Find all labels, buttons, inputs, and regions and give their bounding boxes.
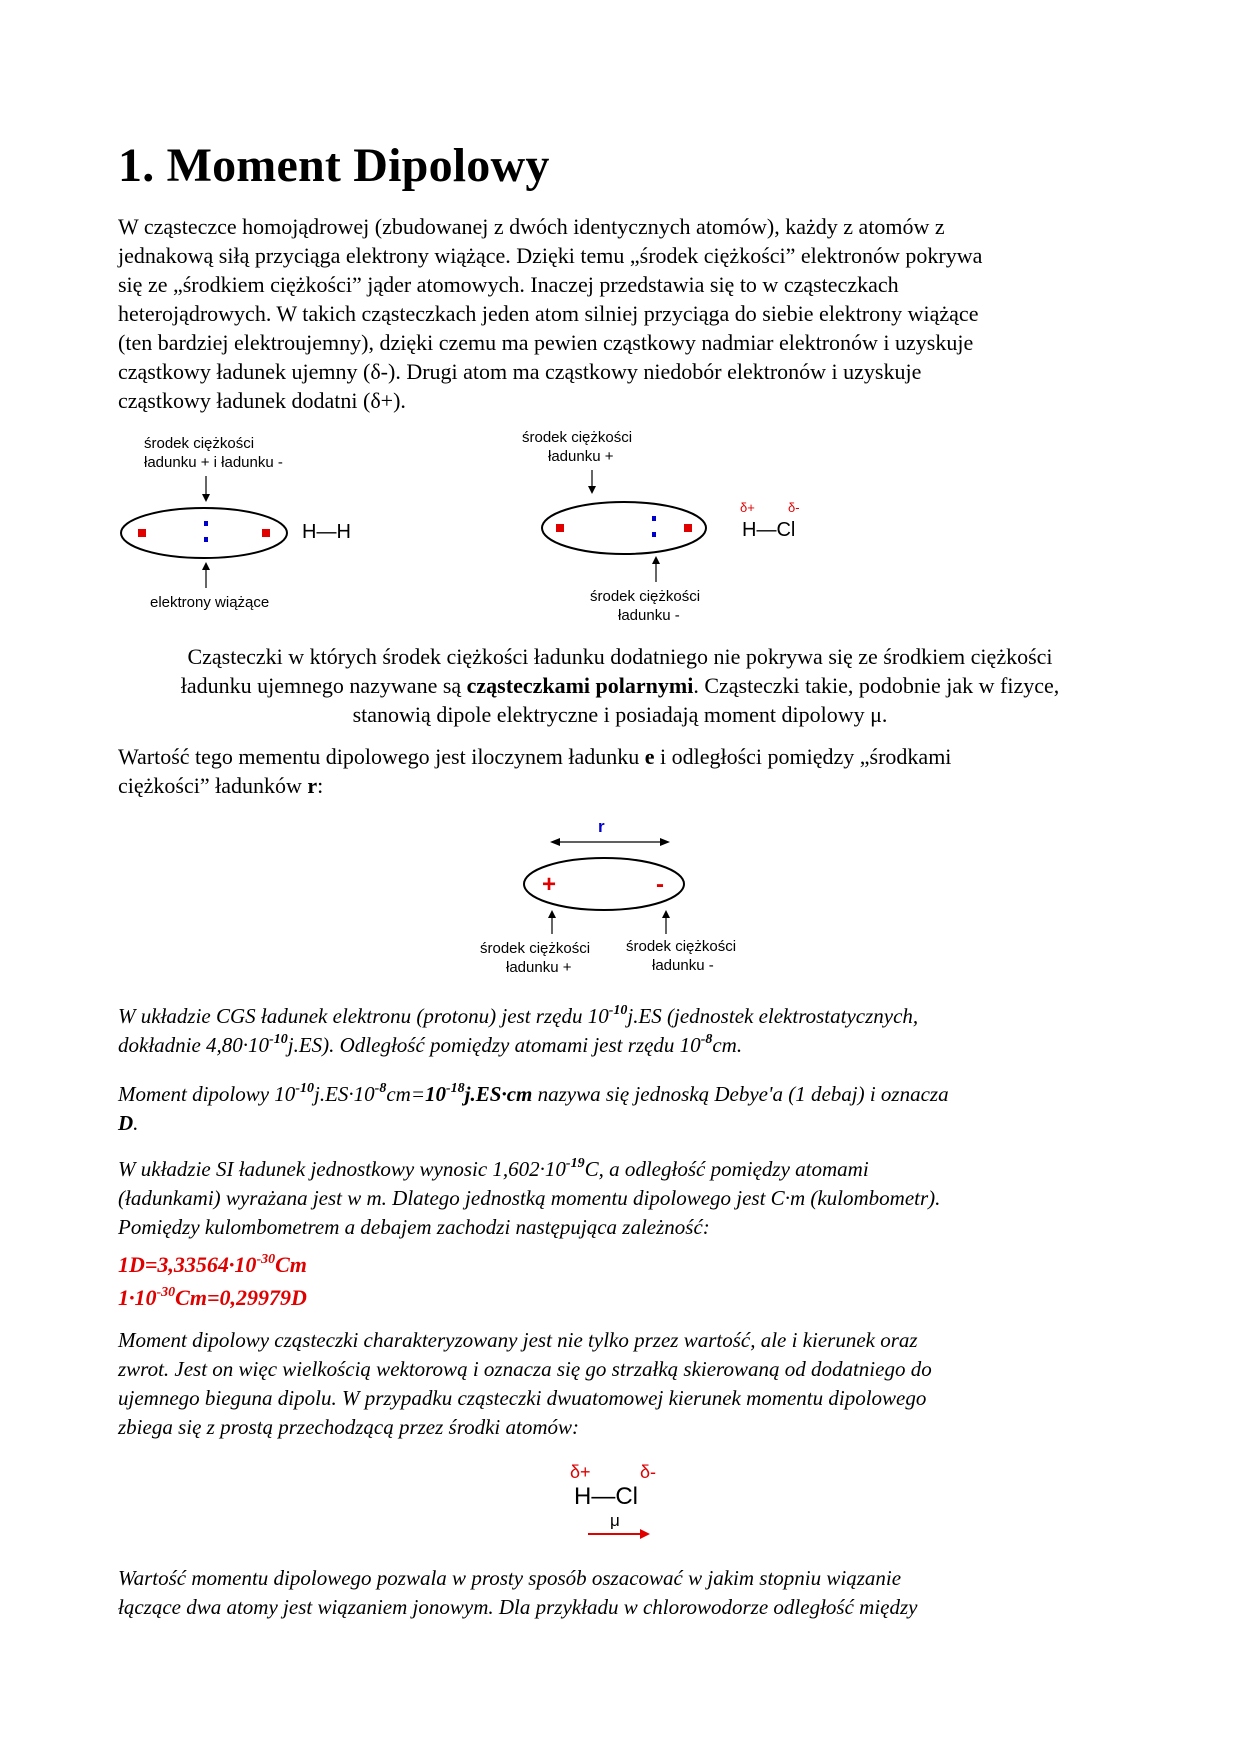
exponent: -8 [374,1081,387,1096]
diagram1-bottom-arrowhead [202,562,210,570]
cgs-text: cm. [712,1033,743,1057]
polar-molecules-paragraph [118,642,1122,729]
polar-line-2b: . Cząsteczki takie, podobnie jak w fizyce, [693,673,1060,698]
diagram3-r-label: r [598,817,605,836]
dipole-vector-diagram [570,1462,656,1539]
diagram3-right-label-2: ładunku - [652,957,714,974]
diagram1-top-label-1: środek ciężkości [144,435,255,452]
vector-line: zwrot. Jest on więc wielkością wektorową i oznacza się go strzałką skierowaną od dodatniego do [118,1357,932,1381]
exponent: -10 [295,1081,314,1096]
exponent: -10 [269,1032,288,1047]
diagram1-ellipse [121,508,287,558]
si-text: W układzie SI ładunek jednostkowy wynosic 1,602·10 [118,1157,566,1181]
diagram4-formula: H—Cl [574,1483,638,1510]
diagram3-left-label-1: środek ciężkości [480,940,591,957]
diagram4-delta-plus: δ+ [570,1462,591,1482]
debye-text: . [133,1111,139,1135]
intro-line: cząstkowy ładunek dodatni (δ+). [118,388,406,413]
vector-line: zbiega się z prostą przechodzącą przez środki atomów: [118,1415,580,1439]
ionic-line: łączące dwa atomy jest wiązaniem jonowym. Dla przykładu w chlorowodorze odległość między [118,1595,918,1619]
diagram4-mu: μ [610,1511,620,1530]
equation-text: 1·10 [118,1285,157,1310]
value-text: Wartość tego mementu dipolowego jest iloczynem ładunku [118,744,645,769]
intro-line: cząstkowy ładunek ujemny (δ-). Drugi atom ma cząstkowy niedobór elektronów i uzyskuje [118,359,922,384]
diagram2-bottom-label-2: ładunku - [618,607,680,624]
diagram2-top-arrowhead [588,486,596,494]
homonuclear-diagram [121,435,351,611]
debye-text: nazywa się jednoską Debye'a (1 debaj) i oznacza [532,1082,949,1106]
diagram3-minus: - [656,871,664,898]
diagram2-electron-dot [652,516,656,521]
distance-symbol: r [307,773,318,798]
diagram1-nucleus-right [262,529,270,537]
page-title: 1. Moment Dipolowy [118,139,550,192]
exponent: -30 [256,1252,276,1267]
diagram2-bottom-label-1: środek ciężkości [590,588,701,605]
value-text: ciężkości” ładunków [118,773,308,798]
diagram2-nucleus-left [556,524,564,532]
equation-text: 1D=3,33564·10 [118,1252,257,1277]
polar-line-1: Cząsteczki w których środek ciężkości ładunku dodatniego nie pokrywa się ze środkiem ciężkości [187,644,1053,669]
diagram3-right-arrowhead [662,910,670,918]
diagram1-formula: H—H [302,521,351,543]
diagram2-ellipse [542,502,706,554]
diagram1-bottom-label: elektrony wiążące [150,594,270,611]
diagram2-nucleus-right [684,524,692,532]
si-text: C, a odległość pomiędzy atomami [584,1157,869,1181]
diagram4-delta-minus: δ- [640,1462,657,1482]
debye-bold: 10 [425,1082,446,1106]
equation-text: Cm=0,29979D [175,1285,307,1310]
exponent: -18 [446,1081,465,1096]
diagram2-formula: H—Cl [742,519,796,541]
diagram2-bottom-arrowhead [652,556,660,564]
exponent: -19 [565,1156,585,1171]
polar-term: cząsteczkami polarnymi [466,673,694,698]
ionic-line: Wartość momentu dipolowego pozwala w prosty sposób oszacować w jakim stopniu wiązanie [118,1566,902,1590]
cgs-text: j.ES (jednostek elektrostatycznych, [627,1004,919,1028]
diagram3-ellipse [524,858,684,910]
si-text: Pomiędzy kulombometrem a debajem zachodzi następująca zależność: [118,1215,710,1239]
diagram1-top-arrowhead [202,494,210,502]
diagram2-top-label-1: środek ciężkości [522,429,633,446]
vector-paragraph [118,1326,1128,1442]
intro-line: (ten bardziej elektroujemny), dzięki czemu ma pewien cząstkowy nadmiar elektronów i uzyskuje [118,330,974,355]
diagram1-nucleus-left [138,529,146,537]
polar-line-2a: ładunku ujemnego nazywane są [180,673,467,698]
diagram1-electron-dot [204,521,208,526]
ionic-paragraph [118,1564,1128,1622]
diagram3-r-arrowhead-left [550,838,560,846]
cgs-text: W układzie CGS ładunek elektronu (protonu) jest rzędu 10 [118,1004,609,1028]
dipole-value-paragraph [118,742,1128,800]
heteronuclear-diagram [522,429,800,624]
exponent: -8 [700,1032,713,1047]
intro-line: W cząsteczce homojądrowej (zbudowanej z dwóch identycznych atomów), każdy z atomów z [118,214,945,239]
debye-bold: j.ES·cm [464,1082,533,1106]
diagram2-delta-plus: δ+ [740,500,755,515]
equation-text: Cm [275,1252,307,1277]
diagram1-electron-dot [204,537,208,542]
equation-debye-to-cm [118,1250,307,1280]
diagram3-right-label-1: środek ciężkości [626,938,737,955]
cgs-text: dokładnie 4,80·10 [118,1033,270,1057]
cgs-text: j.ES). Odległość pomiędzy atomami jest rzędu 10 [287,1033,701,1057]
debye-text: cm= [386,1082,425,1106]
diagram3-r-arrowhead-right [660,838,670,846]
diagram2-delta-minus: δ- [788,500,800,515]
debye-text: Moment dipolowy 10 [118,1082,296,1106]
debye-text: j.ES·10 [313,1082,375,1106]
intro-line: jednakową siłą przyciąga elektrony wiążące. Dzięki temu „środek ciężkości” elektronów pokrywa [118,243,983,268]
intro-paragraph [118,212,1128,415]
polar-line-3: stanowią dipole elektryczne i posiadają moment dipolowy μ. [352,702,888,727]
diagram4-vector-arrowhead [640,1529,650,1539]
intro-line: heterojądrowych. W takich cząsteczkach jeden atom silniej przyciąga do siebie elektrony wiążące [118,301,979,326]
value-text: : [317,773,324,798]
vector-line: ujemnego bieguna dipolu. W przypadku cząsteczki dwuatomowej kierunek momentu dipolowego [118,1386,927,1410]
charge-symbol: e [644,744,655,769]
vector-line: Moment dipolowy cząsteczki charakteryzowany jest nie tylko przez wartość, ale i kierunek oraz [118,1328,918,1352]
si-text: (ładunkami) wyrażana jest w m. Dlatego jednostką momentu dipolowego jest C·m (kulombometr). [118,1186,941,1210]
debye-symbol: D [118,1111,134,1135]
diagram2-top-label-2: ładunku + [548,448,614,465]
diagram3-plus: + [542,871,557,898]
diagram3-left-label-2: ładunku + [506,959,572,976]
diagram3-left-arrowhead [548,910,556,918]
diagram1-top-label-2: ładunku + i ładunku - [144,454,283,471]
diagram2-electron-dot [652,532,656,537]
si-paragraph [118,1155,1128,1242]
value-text: i odległości pomiędzy „środkami [654,744,952,769]
debye-paragraph [118,1080,1128,1138]
cgs-paragraph [118,1002,1128,1060]
exponent: -10 [608,1003,628,1018]
exponent: -30 [156,1285,176,1300]
intro-line: się ze „środkiem ciężkości” jąder atomowych. Inaczej przedstawia się to w cząsteczkach [118,272,899,297]
equation-cm-to-debye [118,1283,307,1313]
dipole-distance-diagram [480,817,736,976]
